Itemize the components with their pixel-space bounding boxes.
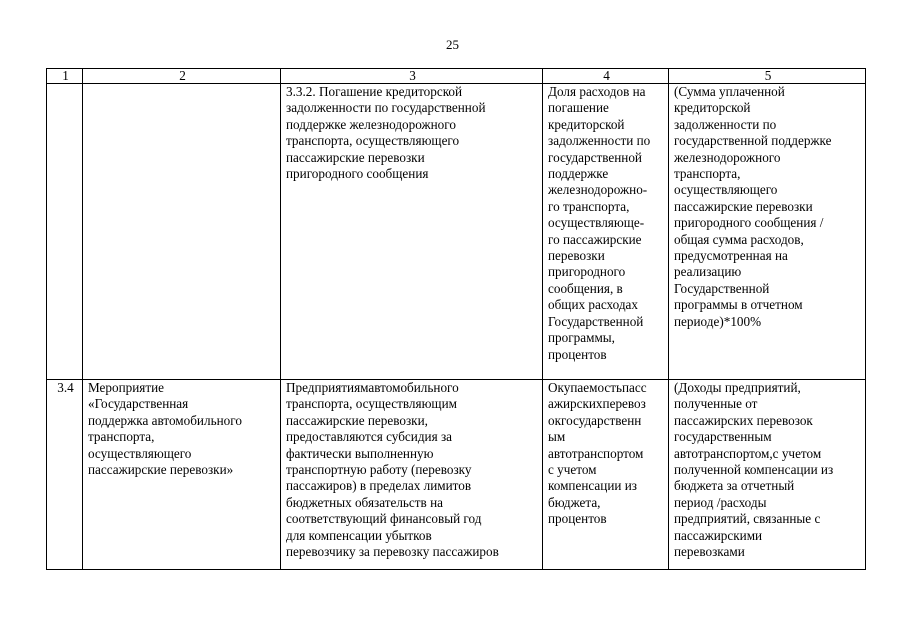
- row-number-cell: 3.4: [47, 380, 83, 570]
- table-row: [47, 84, 866, 380]
- column-header-4: 4: [543, 69, 669, 84]
- column-header-5: 5: [669, 69, 866, 84]
- formula-cell: (Сумма уплаченной кредиторской задолженности по государственной поддержке железнодорожного транспорта, осуществляющего пассажирские перевозки пригородного сообщения / общая сумма расходов, предусмотренная на реализацию Государственной программы в отчетном периоде)*100%: [669, 84, 866, 380]
- table-header-row: [47, 69, 866, 84]
- column-header-2: 2: [83, 69, 281, 84]
- column-header-3: 3: [281, 69, 543, 84]
- column-header-1: 1: [47, 69, 83, 84]
- page-number: 25: [446, 37, 459, 52]
- description-cell: 3.3.2. Погашение кредиторской задолженности по государственной поддержке железнодорожного транспорта, осуществляющего пассажирские перевозки пригородного сообщения: [281, 84, 543, 380]
- indicator-cell: Окупаемостьпасс ажирскихперевоз окгосударственн ым автотранспортом с учетом компенсации из бюджета, процентов: [543, 380, 669, 570]
- formula-cell: (Доходы предприятий, полученные от пассажирских перевозок государственным автотранспортом,с учетом полученной компенсации из бюджета за отчетный период /расходы предприятий, связанные с пассажирскими перевозками: [669, 380, 866, 570]
- activity-cell: [83, 84, 281, 380]
- indicators-table: [46, 68, 866, 570]
- indicator-cell: Доля расходов на погашение кредиторской задолженности по государственной поддержке железнодорожно- го транспорта, осуществляюще- го пассажирские перевозки пригородного сообщения, в общих расходах Государственной программы, процентов: [543, 84, 669, 380]
- table-row: [47, 380, 866, 570]
- row-number-cell: [47, 84, 83, 380]
- description-cell: Предприятиямавтомобильного транспорта, осуществляющим пассажирские перевозки, предоставляются субсидия за фактически выполненную транспортную работу (перевозку пассажиров) в пределах лимитов бюджетных обязательств на соответствующий финансовый год для компенсации убытков перевозчику за перевозку пассажиров: [281, 380, 543, 570]
- activity-cell: Мероприятие «Государственная поддержка автомобильного транспорта, осуществляющего пассажирские перевозки»: [83, 380, 281, 570]
